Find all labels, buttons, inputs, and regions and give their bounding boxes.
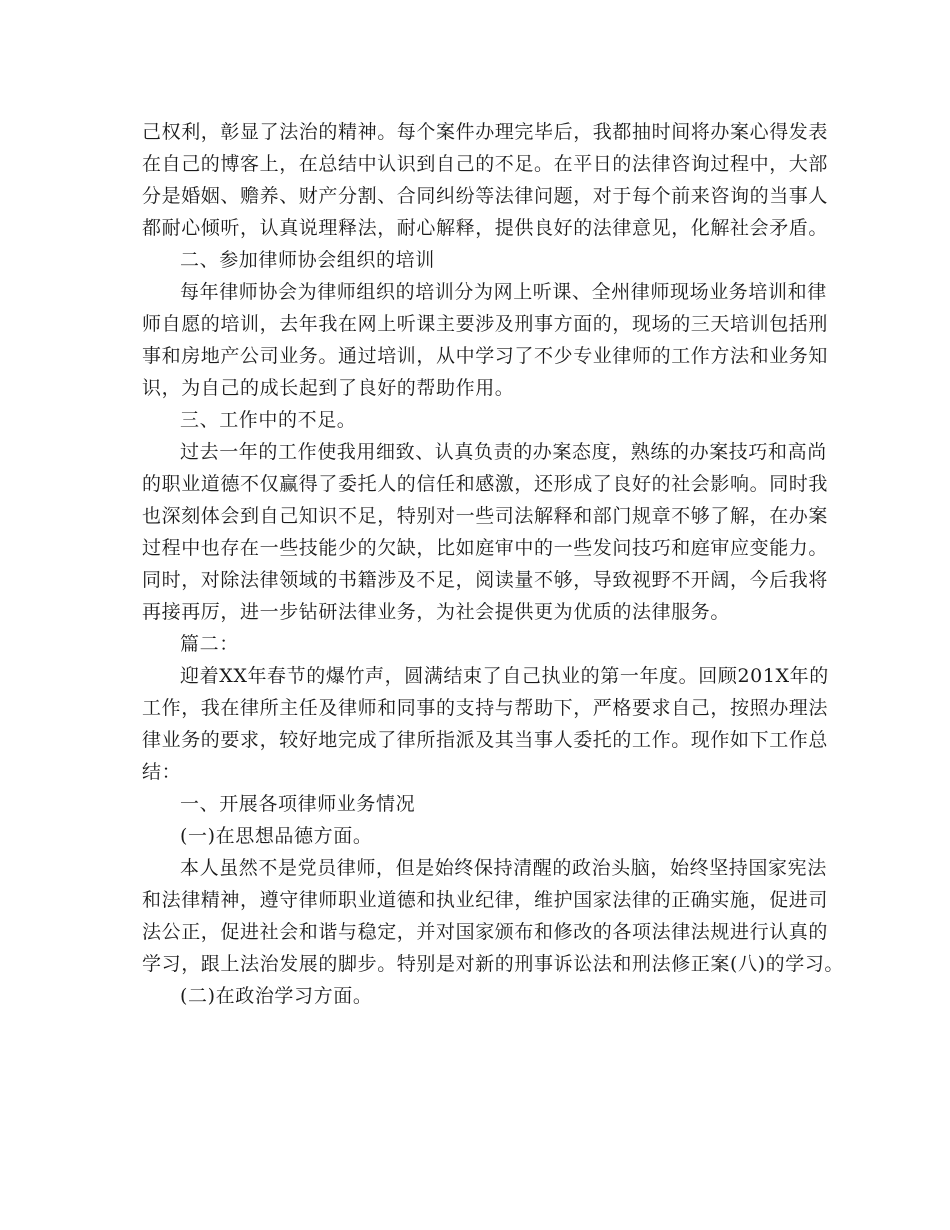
text-line: 过程中也存在一些技能少的欠缺，比如庭审中的一些发问技巧和庭审应变能力。: [142, 537, 829, 559]
section-heading: 二、参加律师协会组织的培训: [180, 249, 435, 271]
section-heading: 篇二：: [180, 633, 239, 655]
subsection-heading: (一)在思想品德方面。: [180, 825, 373, 847]
text-line: 师自愿的培训，去年我在网上听课主要涉及刑事方面的，现场的三天培训包括刑: [142, 313, 829, 335]
text-line: 在自己的博客上，在总结中认识到自己的不足。在平日的法律咨询过程中，大部: [142, 153, 829, 175]
text-line: 识，为自己的成长起到了良好的帮助作用。: [142, 377, 515, 399]
text-line: 事和房地产公司业务。通过培训，从中学习了不少专业律师的工作方法和业务知: [142, 345, 829, 367]
document-body: [142, 116, 845, 1012]
text-line: 迎着XX年春节的爆竹声，圆满结束了自己执业的第一年度。回顾201X年的: [180, 665, 829, 687]
subsection-heading: (二)在政治学习方面。: [180, 985, 373, 1007]
text-line: 学习，跟上法治发展的脚步。特别是对新的刑事诉讼法和刑法修正案(八)的学习。: [142, 953, 845, 975]
section-heading: 三、工作中的不足。: [180, 409, 357, 431]
text-line: 律业务的要求，较好地完成了律所指派及其当事人委托的工作。现作如下工作总: [142, 729, 829, 751]
text-line: 己权利，彰显了法治的精神。每个案件办理完毕后，我都抽时间将办案心得发表: [142, 121, 829, 143]
text-line: 结：: [142, 761, 182, 783]
text-line: 都耐心倾听，认真说理释法，耐心解释，提供良好的法律意见，化解社会矛盾。: [142, 217, 829, 239]
text-line: 同时，对除法律领域的书籍涉及不足，阅读量不够，导致视野不开阔，今后我将: [142, 569, 829, 591]
text-line: 工作，我在律所主任及律师和同事的支持与帮助下，严格要求自己，按照办理法: [142, 697, 829, 719]
text-line: 的职业道德不仅赢得了委托人的信任和感激，还形成了良好的社会影响。同时我: [142, 473, 829, 495]
text-line: 和法律精神，遵守律师职业道德和执业纪律，维护国家法律的正确实施，促进司: [142, 889, 829, 911]
section-heading: 一、开展各项律师业务情况: [180, 793, 416, 815]
text-line: 每年律师协会为律师组织的培训分为网上听课、全州律师现场业务培训和律: [180, 281, 827, 303]
text-line: 本人虽然不是党员律师，但是始终保持清醒的政治头脑，始终坚持国家宪法: [180, 857, 827, 879]
text-line: 法公正，促进社会和谐与稳定，并对国家颁布和修改的各项法律法规进行认真的: [142, 921, 829, 943]
text-line: 也深刻体会到自己知识不足，特别对一些司法解释和部门规章不够了解，在办案: [142, 505, 829, 527]
text-line: 过去一年的工作使我用细致、认真负责的办案态度，熟练的办案技巧和高尚: [180, 441, 827, 463]
text-line: 再接再厉，进一步钻研法律业务，为社会提供更为优质的法律服务。: [142, 601, 731, 623]
text-line: 分是婚姻、赡养、财产分割、合同纠纷等法律问题，对于每个前来咨询的当事人: [142, 185, 829, 207]
